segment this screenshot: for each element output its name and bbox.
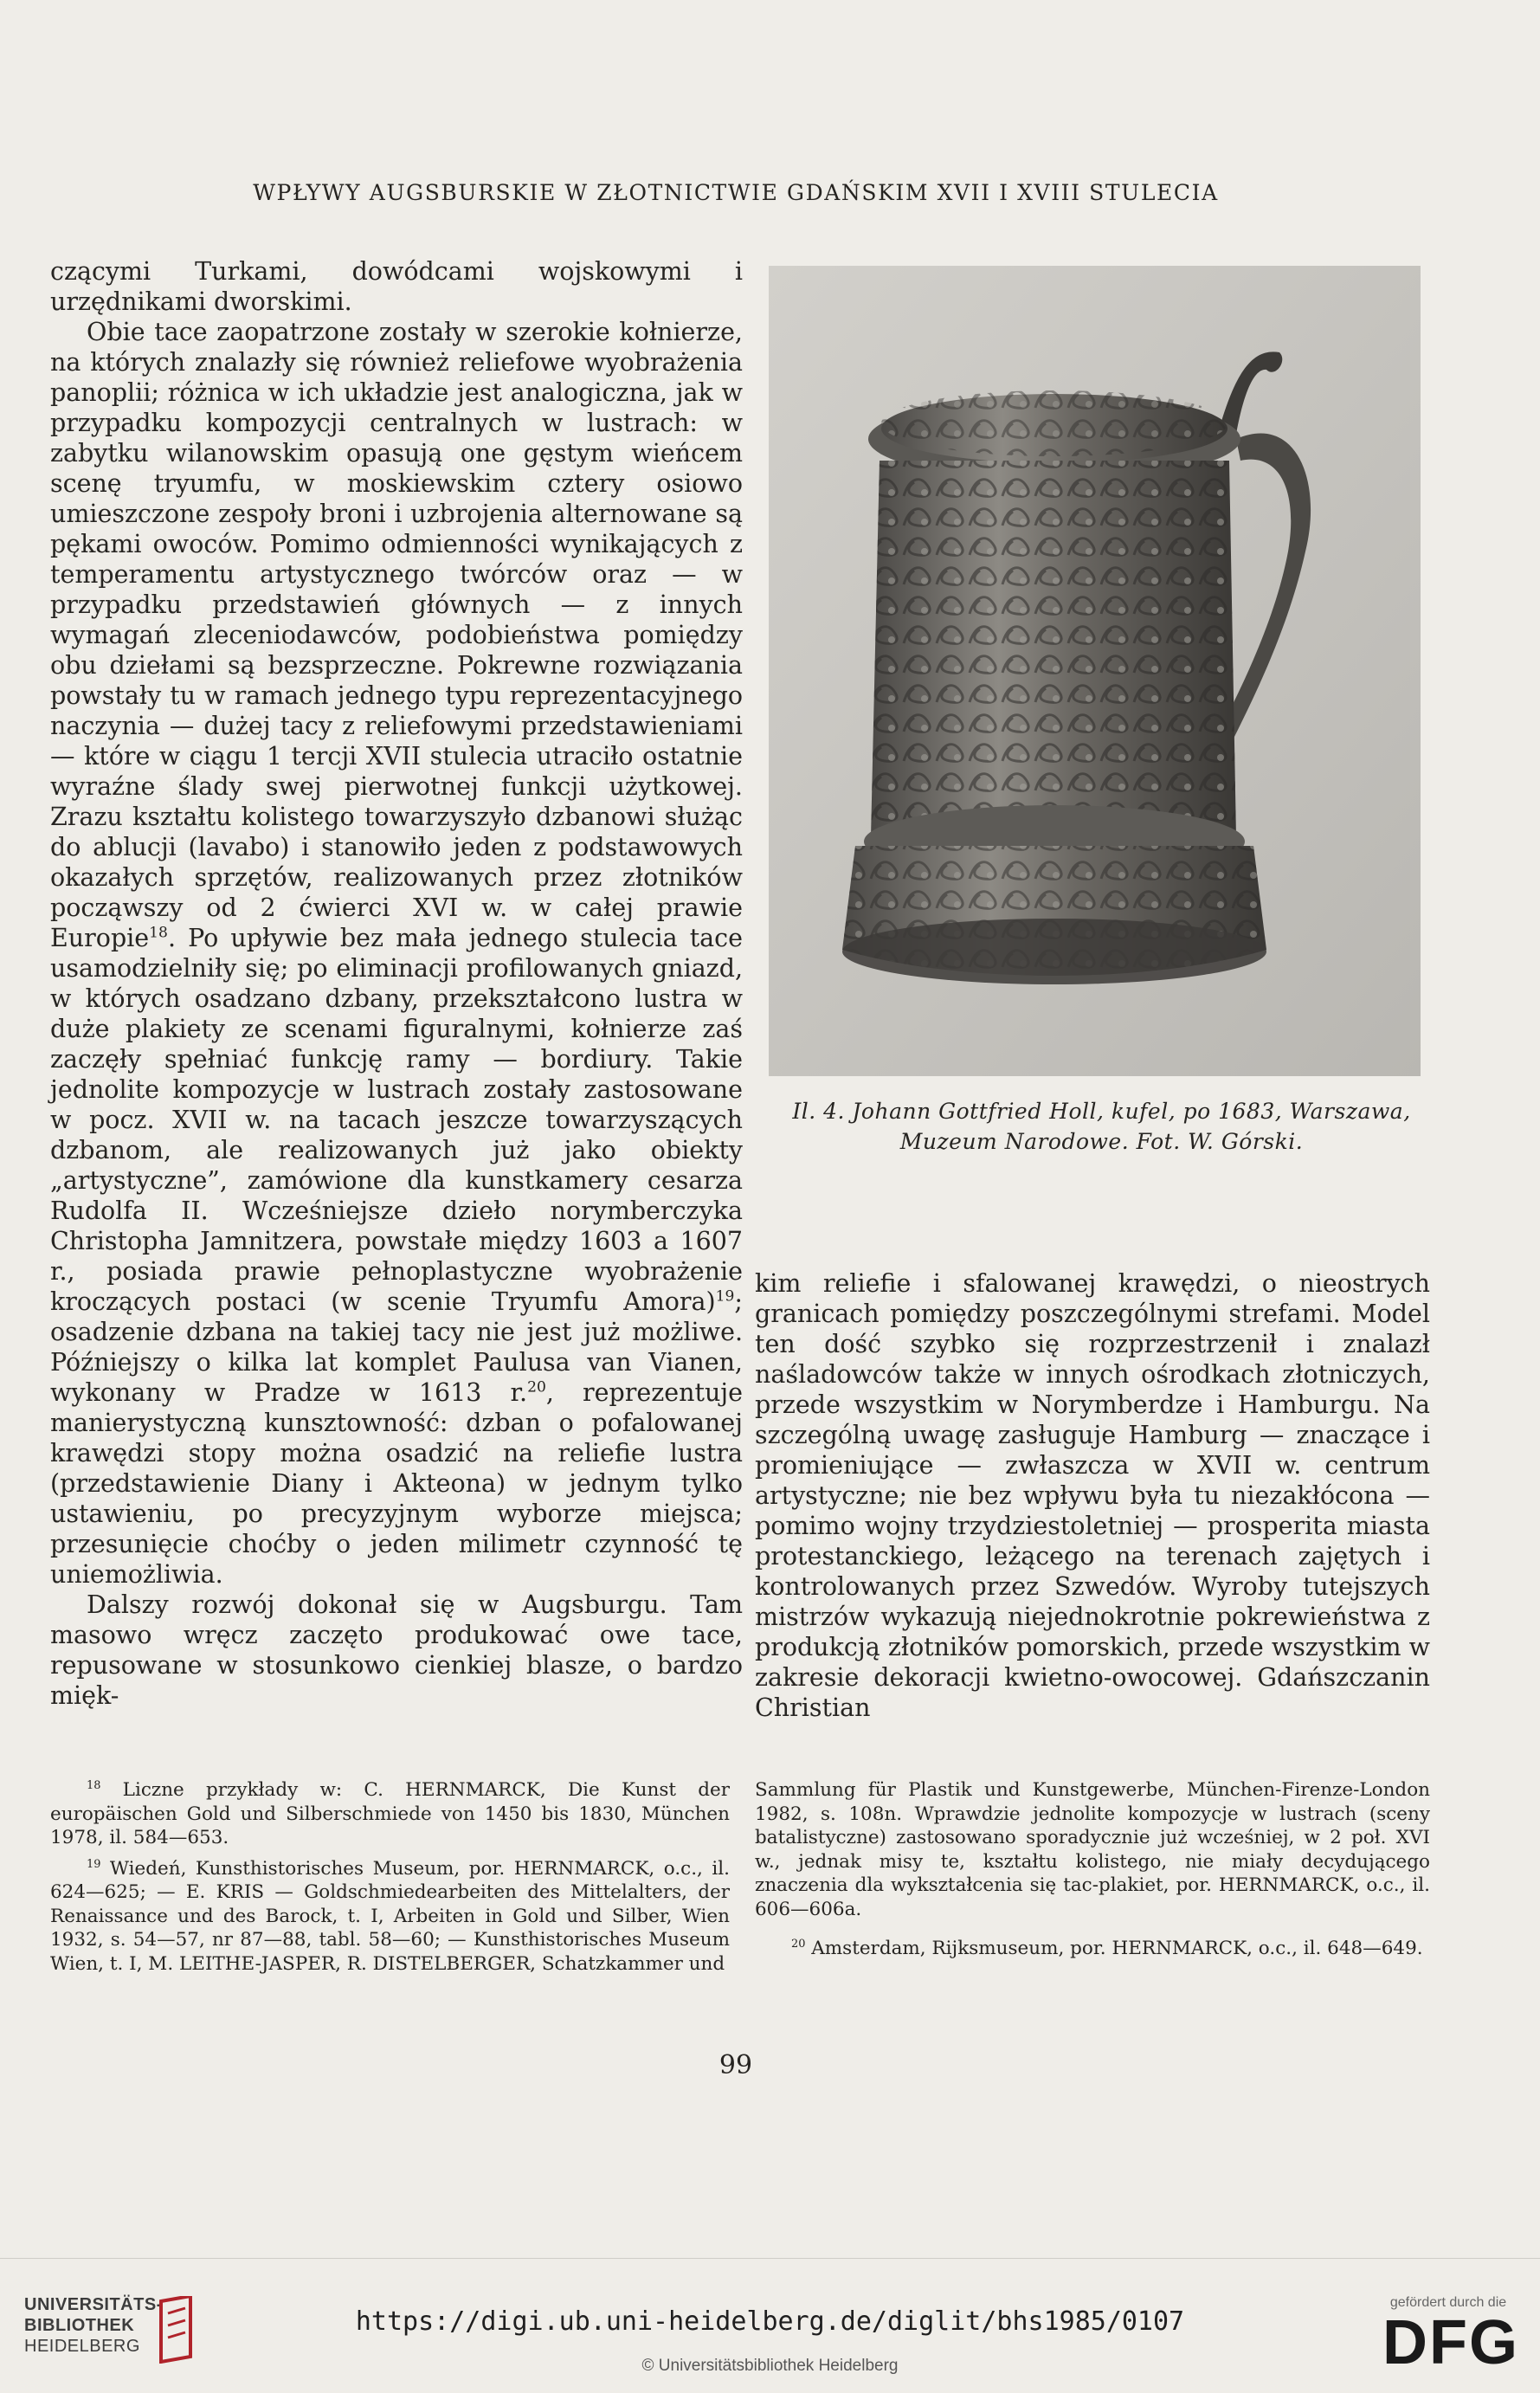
text-run: , reprezentuje manierystyczną kunsztowność: dzban o pofalowanej krawędzi stopy można osadzić na reliefie lustra (przedstawienie Diany i Akteona) w jednym tylko ustawieniu, po precyzyjnym wyborze miejsca; przesunięcie choćby o jeden milimetr czynność tę uniemożliwia. [50,1378,744,1589]
footnote-number: 20 [791,1937,806,1951]
tankard-illustration [769,266,1421,1076]
right-column [755,1268,1430,1723]
footnote-19 [50,1857,730,1977]
footnote-ref[interactable]: 18 [149,924,168,942]
dfg-logo[interactable]: DFG [1382,2308,1519,2377]
permalink-url[interactable]: https://digi.ub.uni-heidelberg.de/diglit/bhs1985/0107 [355,2306,1185,2337]
text-run: . Po upływie bez mała jednego stulecia tace usamodzielniły się; po eliminacji profilowanych gniazd, w których osadzano dzbany, przekształcono lustra w duże plakiety ze scenami figuralnymi, kołnierze zaś zaczęły spełniać funkcję ramy — bordiury. Takie jednolite kompozycje w lustrach zostały zastosowane w pocz. XVII w. na tacach jeszcze towarzyszących dzbanom, ale realizowanych już jako obiekty „artystyczne”, zamówione dla kunstkamery cesarza Rudolfa II. Wcześniejsze dzieło norymberczyka Christopha Jamnitzera, powstałe między 1603 a 1607 r., posiada prawie pełnoplastyczne wyobrażenie kroczących postaci (w scenie Tryumfu Amora) [50,924,743,1316]
left-column [50,256,743,1711]
footnote-18 [50,1778,730,1850]
footnote-ref[interactable]: 20 [527,1378,546,1396]
paragraph: kim reliefie i sfalowanej krawędzi, o nieostrych granicach pomiędzy poszczególnymi strefami. Model ten dość szybko się rozprzestrzenił i znalazł naśladowców także w innych ośrodkach złotniczych, przede wszystkim w Norymberdze i Hamburgu. Na szczególną uwagę zasługuje Hamburg — znaczące i promieniujące — zwłaszcza w XVII w. centrum artystyczne; nie bez wpływu była tu niezakłócona — pomimo wojny trzydziestoletniej — prosperita miasta protestanckiego, leżącego na terenach zajętych i kontrolowanych przez Szwedów. Wyroby tutejszych mistrzów wykazują niejednokrotnie pokrewieństwa z produkcją złotników pomorskich, przede wszystkim w zakresie dekoracji kwietno-owocowej. Gdańszczanin Christian [755,1269,1430,1722]
footnote-number: 19 [87,1857,101,1871]
footnote-20 [755,1937,1430,1961]
footnote-text: Liczne przykłady w: C. HERNMARCK, Die Kunst der europäischen Gold und Silberschmiede von 1450 bis 1830, München 1978, il. 584—653. [50,1779,731,1848]
footnote-ref[interactable]: 19 [715,1287,735,1306]
footer-divider [0,2258,1540,2259]
text-run: ; osadzenie dzbana na takiej tacy nie jest już możliwe. Późniejszy o kilka lat komplet Paulusa van Vianen, wykonany w Pradze w 1613 r. [50,1287,743,1407]
funding-note: gefördert durch die [1389,2295,1507,2310]
footnotes-right [755,1778,1430,1968]
footnote-number: 18 [87,1778,101,1792]
paragraph: Dalszy rozwój dokonał się w Augsburgu. Tam masowo wręcz zaczęto produkować owe tace, repusowane w stosunkowo cienkiej blasze, o bardzo mięk- [50,1590,743,1710]
footnote-19-continued: Sammlung für Plastik und Kunstgewerbe, München-Firenze-London 1982, s. 108n. Wprawdzie jednolite kompozycje w lustrach (sceny batalistyczne) zastosowano sporadycznie już wcześniej, w 2 poł. XVI w., jednak misy te, kształtu kolistego, nie miały decydującego znaczenia dla wykształcenia się tac-plakiet, por. HERNMARCK, o.c., il. 606—606a. [755,1779,1430,1920]
library-name-line: UNIVERSITÄTS- [24,2295,163,2314]
paragraph: czącymi Turkami, dowódcami wojskowymi i urzędnikami dworskimi. [50,257,743,316]
library-name-line: HEIDELBERG [24,2337,140,2356]
text-run: Obie tace zaopatrzone zostały w szerokie kołnierze, na których znalazły się również reliefowe wyobrażenia panoplii; różnica w ich układzie jest analogiczna, jak w przypadku kompozycji centralnych w lustrach: w zabytku wilanowskim opasują one gęstym wieńcem scenę tryumfu, w moskiewskim cztery osiowo umieszczone zespoły broni i uzbrojenia alternowane są pękami owoców. Pomimo odmienności wynikających z temperamentu artystycznego twórców oraz — w przypadku przedstawień głównych — z innych wymagań zleceniodawców, podobieństwa pomiędzy obu dziełami są bezsprzeczne. Pokrewne rozwiązania powstały tu w ramach jednego typu reprezentacyjnego naczynia — dużej tacy z reliefowymi przedstawieniami — które w ciągu 1 tercji XVII stulecia utraciło ostatnie wyraźne ślady swej pierwotnej funkcji użytkowej. Zrazu kształtu kolistego towarzyszyło dzbanowi służąc do ablucji (lavabo) i stanowiło jeden z podstawowych okazałych sprzętów, realizowanych przez złotników począwszy od 2 ćwierci XVI w. w całej prawie Europie [50,318,743,952]
running-header: WPŁYWY AUGSBURSKIE W ZŁOTNICTWIE GDAŃSKIM XVII I XVIII STULECIA [253,180,1219,205]
figure-caption: Il. 4. Johann Gottfried Holl, kufel, po 1683, Warszawa, Muzeum Narodowe. Fot. W. Górski. [792,1099,1411,1154]
footnotes-left [50,1778,730,1983]
copyright-notice: © Universitätsbibliothek Heidelberg [641,2357,899,2375]
library-name-line: BIBLIOTHEK [24,2316,135,2335]
paragraph [50,317,743,1590]
footnote-text: Wiedeń, Kunsthistorisches Museum, por. HERNMARCK, o.c., il. 624—625; — E. KRIS — Goldschmiedearbeiten des Mittelalters, der Renaissance und des Barock, t. I, Arbeiten in Gold und Silber, Wien 1932, s. 54—57, nr 87—88, tabl. 58—60; — Kunsthistorisches Museum Wien, t. I, M. LEITHE-JASPER, R. DISTELBERGER, Schatzkammer und [50,1857,730,1975]
tankard-photograph [769,266,1421,1076]
footnote-text: Amsterdam, Rijksmuseum, por. HERNMARCK, o.c., il. 648—649. [811,1938,1423,1959]
page-number: 99 [718,2050,753,2080]
